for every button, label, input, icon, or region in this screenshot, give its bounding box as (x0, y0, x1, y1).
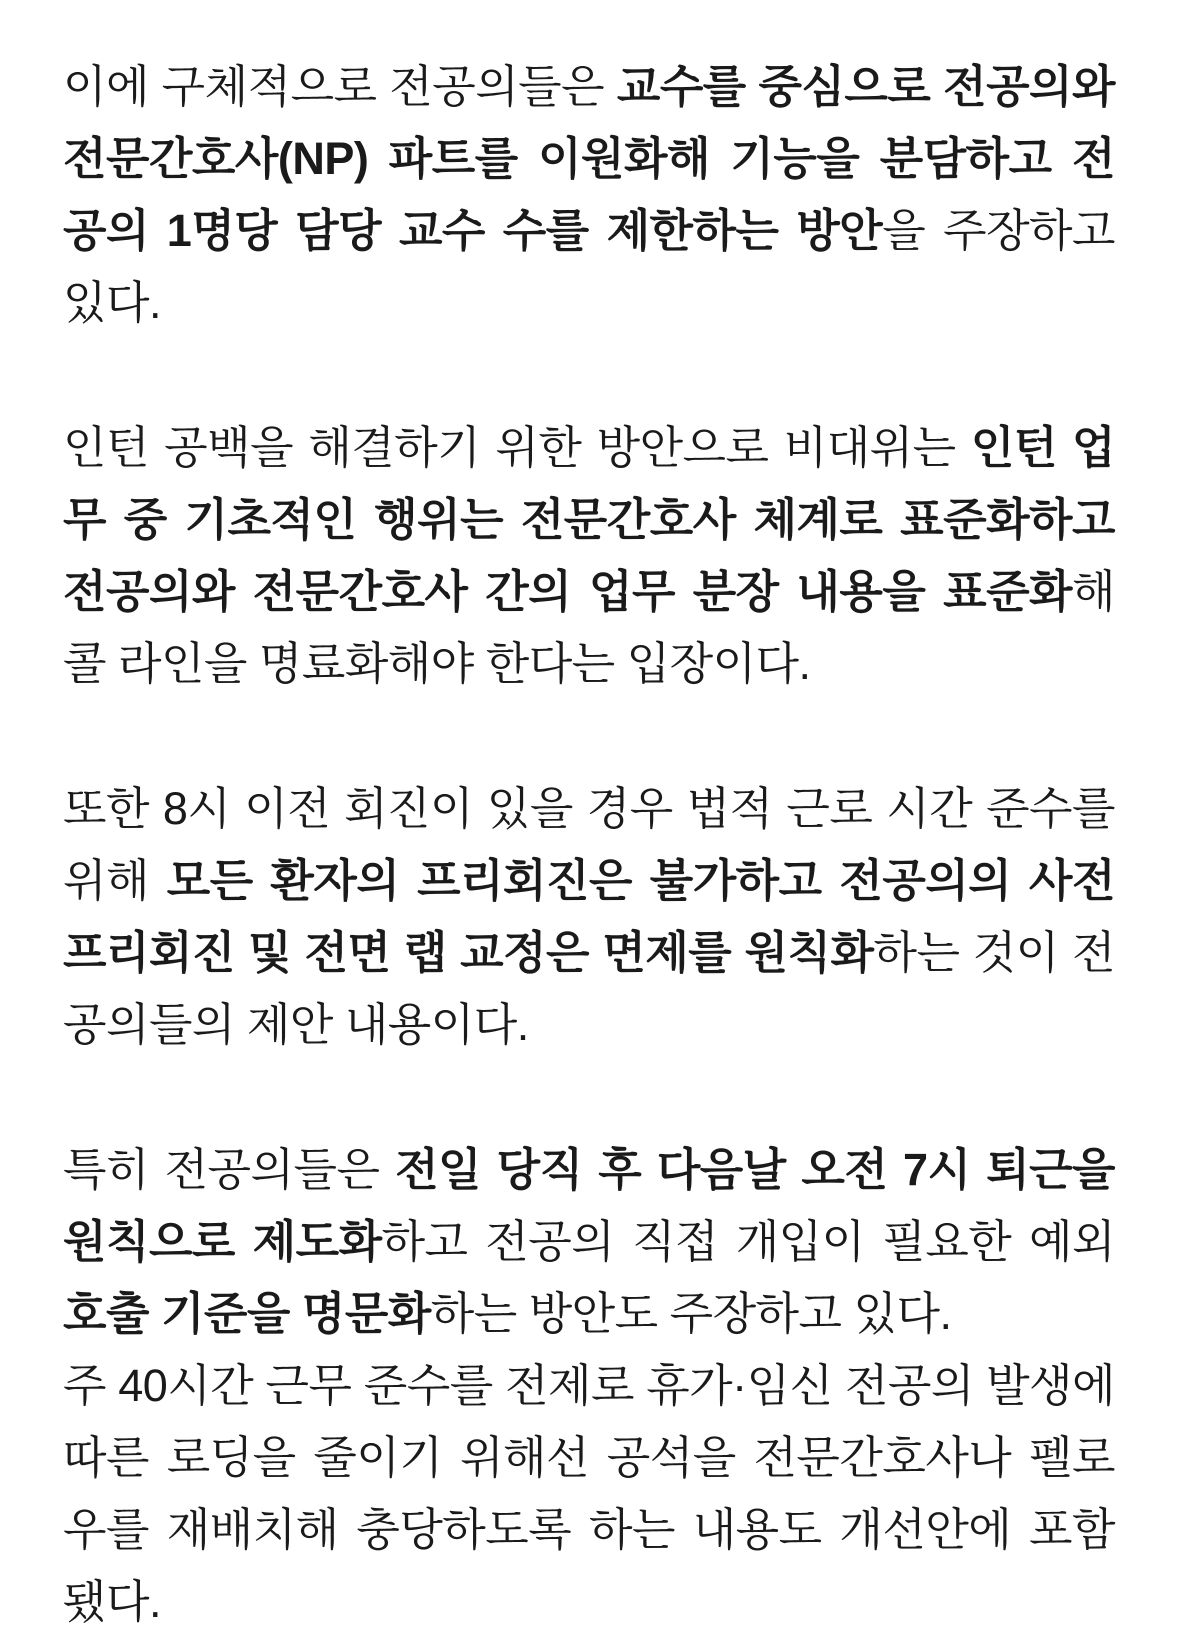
bold-text-segment: 호출 기준을 명문화 (63, 1288, 431, 1339)
text-segment: 하는 것이 전공의들의 제안 내용이다. (63, 927, 1115, 1050)
paragraph (63, 773, 1115, 1061)
text-segment: 주 40시간 근무 준수를 전제로 휴가·임신 전공의 발생에 따른 로딩을 줄이기 위해선 공석을 전문간호사나 펠로우를 재배치해 충당하도록 하는 내용도 개선안에 포함됐다. (63, 1360, 1115, 1627)
paragraph (63, 1350, 1115, 1638)
paragraph (63, 51, 1115, 339)
bold-text-segment: 전일 당직 후 다음날 오전 7시 퇴근을 원칙으로 제도화 (63, 1144, 1116, 1267)
text-segment: 인턴 공백을 해결하기 위한 방안으로 비대위는 (63, 422, 971, 473)
text-segment: 해 콜 라인을 명료화해야 한다는 입장이다. (63, 566, 1115, 689)
bold-text-segment: 모든 환자의 프리회진은 불가하고 전공의의 사전 프리회진 및 전면 랩 교정은 면제를 원칙화 (63, 855, 1115, 978)
bold-text-segment: 교수를 중심으로 전공의와 전문간호사(NP) 파트를 이원화해 기능을 분담하고 전공의 1명당 담당 교수 수를 제한하는 방안 (63, 61, 1115, 256)
paragraph (63, 1134, 1115, 1350)
text-segment: 하는 방안도 주장하고 있다. (430, 1288, 952, 1339)
text-segment: 또한 8시 이전 회진이 있을 경우 법적 근로 시간 준수를 위해 (63, 783, 1115, 906)
bold-text-segment: 인턴 업무 중 기초적인 행위는 전문간호사 체계로 표준화하고 전공의와 전문간호사 간의 업무 분장 내용을 표준화 (63, 422, 1115, 617)
text-segment: 이에 구체적으로 전공의들은 (63, 61, 617, 112)
text-segment: 을 주장하고 있다. (63, 205, 1115, 328)
text-segment: 특히 전공의들은 (63, 1144, 396, 1195)
paragraph (63, 412, 1115, 700)
text-segment: 하고 전공의 직접 개입이 필요한 예외 (381, 1216, 1115, 1267)
